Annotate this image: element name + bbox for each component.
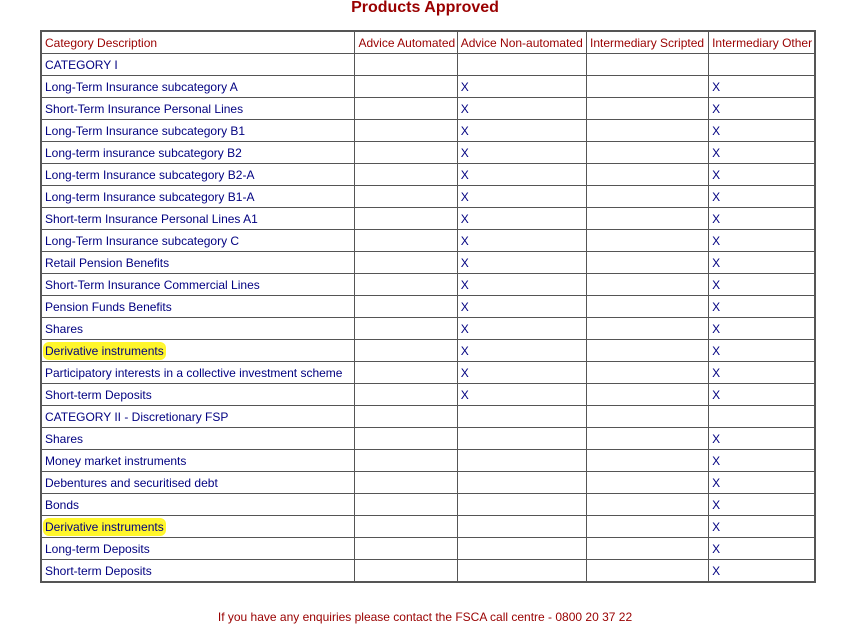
- table-row: [41, 120, 815, 142]
- table-row: [41, 186, 815, 208]
- approval-cell: X: [709, 120, 815, 142]
- approval-cell: [457, 428, 586, 450]
- table-row: [41, 318, 815, 340]
- table-row: [41, 164, 815, 186]
- description-text: Long-term Insurance subcategory B1-A: [45, 189, 255, 204]
- category-description-cell: [41, 142, 355, 164]
- approval-cell: X: [709, 142, 815, 164]
- approval-cell: [587, 340, 709, 362]
- approval-cell: [355, 494, 457, 516]
- approval-cell: [355, 142, 457, 164]
- approval-cell: [355, 208, 457, 230]
- description-text: Shares: [45, 431, 84, 446]
- description-text: Bonds: [45, 497, 80, 512]
- approval-cell: [355, 252, 457, 274]
- page-title: Products Approved: [351, 0, 499, 16]
- approval-cell: [587, 54, 709, 76]
- category-description-cell: [41, 318, 355, 340]
- footer-contact-note: If you have any enquiries please contact the FSCA call centre - 0800 20 37 22: [217, 610, 633, 624]
- category-description-cell: [41, 428, 355, 450]
- column-header-advice-non-automated: Advice Non-automated: [457, 31, 586, 54]
- approval-cell: [587, 186, 709, 208]
- highlighted-description: Derivative instruments: [45, 519, 164, 534]
- approval-cell: [587, 406, 709, 428]
- approval-cell: X: [709, 76, 815, 98]
- approval-cell: [355, 164, 457, 186]
- category-description-cell: [41, 362, 355, 384]
- category-description-cell: [41, 252, 355, 274]
- description-text: Short-term Deposits: [45, 563, 152, 578]
- approval-cell: [709, 406, 815, 428]
- category-description-cell: [41, 450, 355, 472]
- category-description-cell: [41, 120, 355, 142]
- description-text: Short-Term Insurance Commercial Lines: [45, 277, 260, 292]
- category-description-cell: [41, 230, 355, 252]
- table-row: [41, 560, 815, 583]
- description-text: Long-Term Insurance subcategory C: [45, 233, 240, 248]
- approval-cell: [355, 450, 457, 472]
- category-description-cell: [41, 76, 355, 98]
- approval-cell: X: [709, 450, 815, 472]
- approval-cell: [587, 538, 709, 560]
- approval-cell: [355, 428, 457, 450]
- approval-cell: X: [709, 428, 815, 450]
- description-text: Participatory interests in a collective investment scheme: [45, 365, 343, 380]
- approval-cell: X: [457, 120, 586, 142]
- approval-cell: [355, 340, 457, 362]
- column-header-intermediary-scripted: Intermediary Scripted: [587, 31, 709, 54]
- description-text: Short-term Deposits: [45, 387, 152, 402]
- approval-cell: [457, 516, 586, 538]
- approval-cell: [587, 142, 709, 164]
- approval-cell: X: [709, 494, 815, 516]
- table-row: [41, 142, 815, 164]
- description-text: CATEGORY I: [45, 57, 118, 72]
- description-text: Long-Term Insurance subcategory B1: [45, 123, 246, 138]
- approval-cell: X: [709, 538, 815, 560]
- approval-cell: [355, 560, 457, 583]
- approval-cell: X: [709, 208, 815, 230]
- approval-cell: [587, 76, 709, 98]
- table-row: [41, 98, 815, 120]
- description-text: Short-Term Insurance Personal Lines: [45, 101, 244, 116]
- approval-cell: [355, 516, 457, 538]
- approval-cell: X: [709, 384, 815, 406]
- products-table: [40, 30, 816, 583]
- column-header-category: Category Description: [41, 31, 355, 54]
- approval-cell: X: [709, 472, 815, 494]
- approval-cell: [355, 76, 457, 98]
- category-description-cell: [41, 340, 355, 362]
- description-text: Retail Pension Benefits: [45, 255, 170, 270]
- highlighted-description: Derivative instruments: [45, 343, 164, 358]
- approval-cell: [355, 120, 457, 142]
- approval-cell: [457, 54, 586, 76]
- description-text: Debentures and securitised debt: [45, 475, 218, 490]
- approval-cell: X: [457, 318, 586, 340]
- category-description-cell: [41, 274, 355, 296]
- description-text: Long-Term Insurance subcategory A: [45, 79, 238, 94]
- approval-cell: X: [457, 98, 586, 120]
- table-header-row: [41, 31, 815, 54]
- table-row: [41, 472, 815, 494]
- approval-cell: X: [709, 516, 815, 538]
- approval-cell: X: [457, 208, 586, 230]
- approval-cell: X: [457, 142, 586, 164]
- approval-cell: [355, 362, 457, 384]
- approval-cell: X: [457, 296, 586, 318]
- approval-cell: [457, 560, 586, 583]
- category-description-cell: [41, 406, 355, 428]
- approval-cell: [587, 252, 709, 274]
- approval-cell: [355, 384, 457, 406]
- approval-cell: [587, 208, 709, 230]
- description-text: Long-term Deposits: [45, 541, 150, 556]
- approval-cell: [587, 362, 709, 384]
- table-row: [41, 516, 815, 538]
- approval-cell: X: [709, 230, 815, 252]
- category-description-cell: [41, 54, 355, 76]
- approval-cell: [457, 472, 586, 494]
- approval-cell: X: [457, 252, 586, 274]
- approval-cell: X: [457, 274, 586, 296]
- category-description-cell: [41, 208, 355, 230]
- table-row: [41, 208, 815, 230]
- table-row: [41, 274, 815, 296]
- category-description-cell: [41, 472, 355, 494]
- approval-cell: [587, 98, 709, 120]
- approval-cell: X: [709, 296, 815, 318]
- approval-cell: [587, 384, 709, 406]
- table-row: [41, 76, 815, 98]
- approval-cell: [355, 472, 457, 494]
- category-description-cell: [41, 164, 355, 186]
- approval-cell: [587, 428, 709, 450]
- approval-cell: X: [709, 274, 815, 296]
- approval-cell: [587, 164, 709, 186]
- approval-cell: X: [709, 186, 815, 208]
- table-row: [41, 450, 815, 472]
- table-row: [41, 538, 815, 560]
- approval-cell: [587, 318, 709, 340]
- category-description-cell: [41, 560, 355, 583]
- approval-cell: [587, 450, 709, 472]
- approval-cell: [587, 296, 709, 318]
- approval-cell: [457, 406, 586, 428]
- approval-cell: X: [709, 164, 815, 186]
- column-header-intermediary-other: Intermediary Other: [709, 31, 815, 54]
- approval-cell: [355, 54, 457, 76]
- description-text: Money market instruments: [45, 453, 187, 468]
- approval-cell: [587, 120, 709, 142]
- table-row: [41, 54, 815, 76]
- category-description-cell: [41, 538, 355, 560]
- approval-cell: X: [457, 362, 586, 384]
- category-description-cell: [41, 516, 355, 538]
- approval-cell: [457, 538, 586, 560]
- description-text: Shares: [45, 321, 84, 336]
- description-text: Pension Funds Benefits: [45, 299, 172, 314]
- approval-cell: [355, 230, 457, 252]
- approval-cell: X: [457, 340, 586, 362]
- approval-cell: X: [457, 230, 586, 252]
- approval-cell: X: [457, 186, 586, 208]
- approval-cell: [355, 318, 457, 340]
- approval-cell: [587, 472, 709, 494]
- approval-cell: X: [709, 362, 815, 384]
- table-row: [41, 252, 815, 274]
- category-description-cell: [41, 186, 355, 208]
- approval-cell: [587, 560, 709, 583]
- table-row: [41, 494, 815, 516]
- description-text: CATEGORY II - Discretionary FSP: [45, 409, 229, 424]
- approval-cell: [355, 186, 457, 208]
- description-text: Long-term Insurance subcategory B2-A: [45, 167, 255, 182]
- approval-cell: [709, 54, 815, 76]
- table-row: [41, 340, 815, 362]
- approval-cell: [587, 516, 709, 538]
- approval-cell: X: [457, 76, 586, 98]
- approval-cell: [587, 274, 709, 296]
- column-header-advice-automated: Advice Automated: [355, 31, 457, 54]
- approval-cell: [355, 296, 457, 318]
- category-description-cell: [41, 384, 355, 406]
- approval-cell: [587, 230, 709, 252]
- approval-cell: [355, 538, 457, 560]
- table-row: [41, 384, 815, 406]
- approval-cell: X: [709, 318, 815, 340]
- approval-cell: X: [709, 98, 815, 120]
- table-row: [41, 406, 815, 428]
- approval-cell: X: [709, 252, 815, 274]
- table-row: [41, 230, 815, 252]
- approval-cell: [355, 406, 457, 428]
- description-text: Short-term Insurance Personal Lines A1: [45, 211, 258, 226]
- table-row: [41, 428, 815, 450]
- description-text: Long-term insurance subcategory B2: [45, 145, 242, 160]
- approval-cell: X: [457, 384, 586, 406]
- approval-cell: [355, 274, 457, 296]
- category-description-cell: [41, 296, 355, 318]
- approval-cell: X: [709, 560, 815, 583]
- table-row: [41, 296, 815, 318]
- approval-cell: [587, 494, 709, 516]
- table-row: [41, 362, 815, 384]
- approval-cell: [457, 494, 586, 516]
- approval-cell: X: [709, 340, 815, 362]
- category-description-cell: [41, 98, 355, 120]
- approval-cell: X: [457, 164, 586, 186]
- category-description-cell: [41, 494, 355, 516]
- approval-cell: [355, 98, 457, 120]
- approval-cell: [457, 450, 586, 472]
